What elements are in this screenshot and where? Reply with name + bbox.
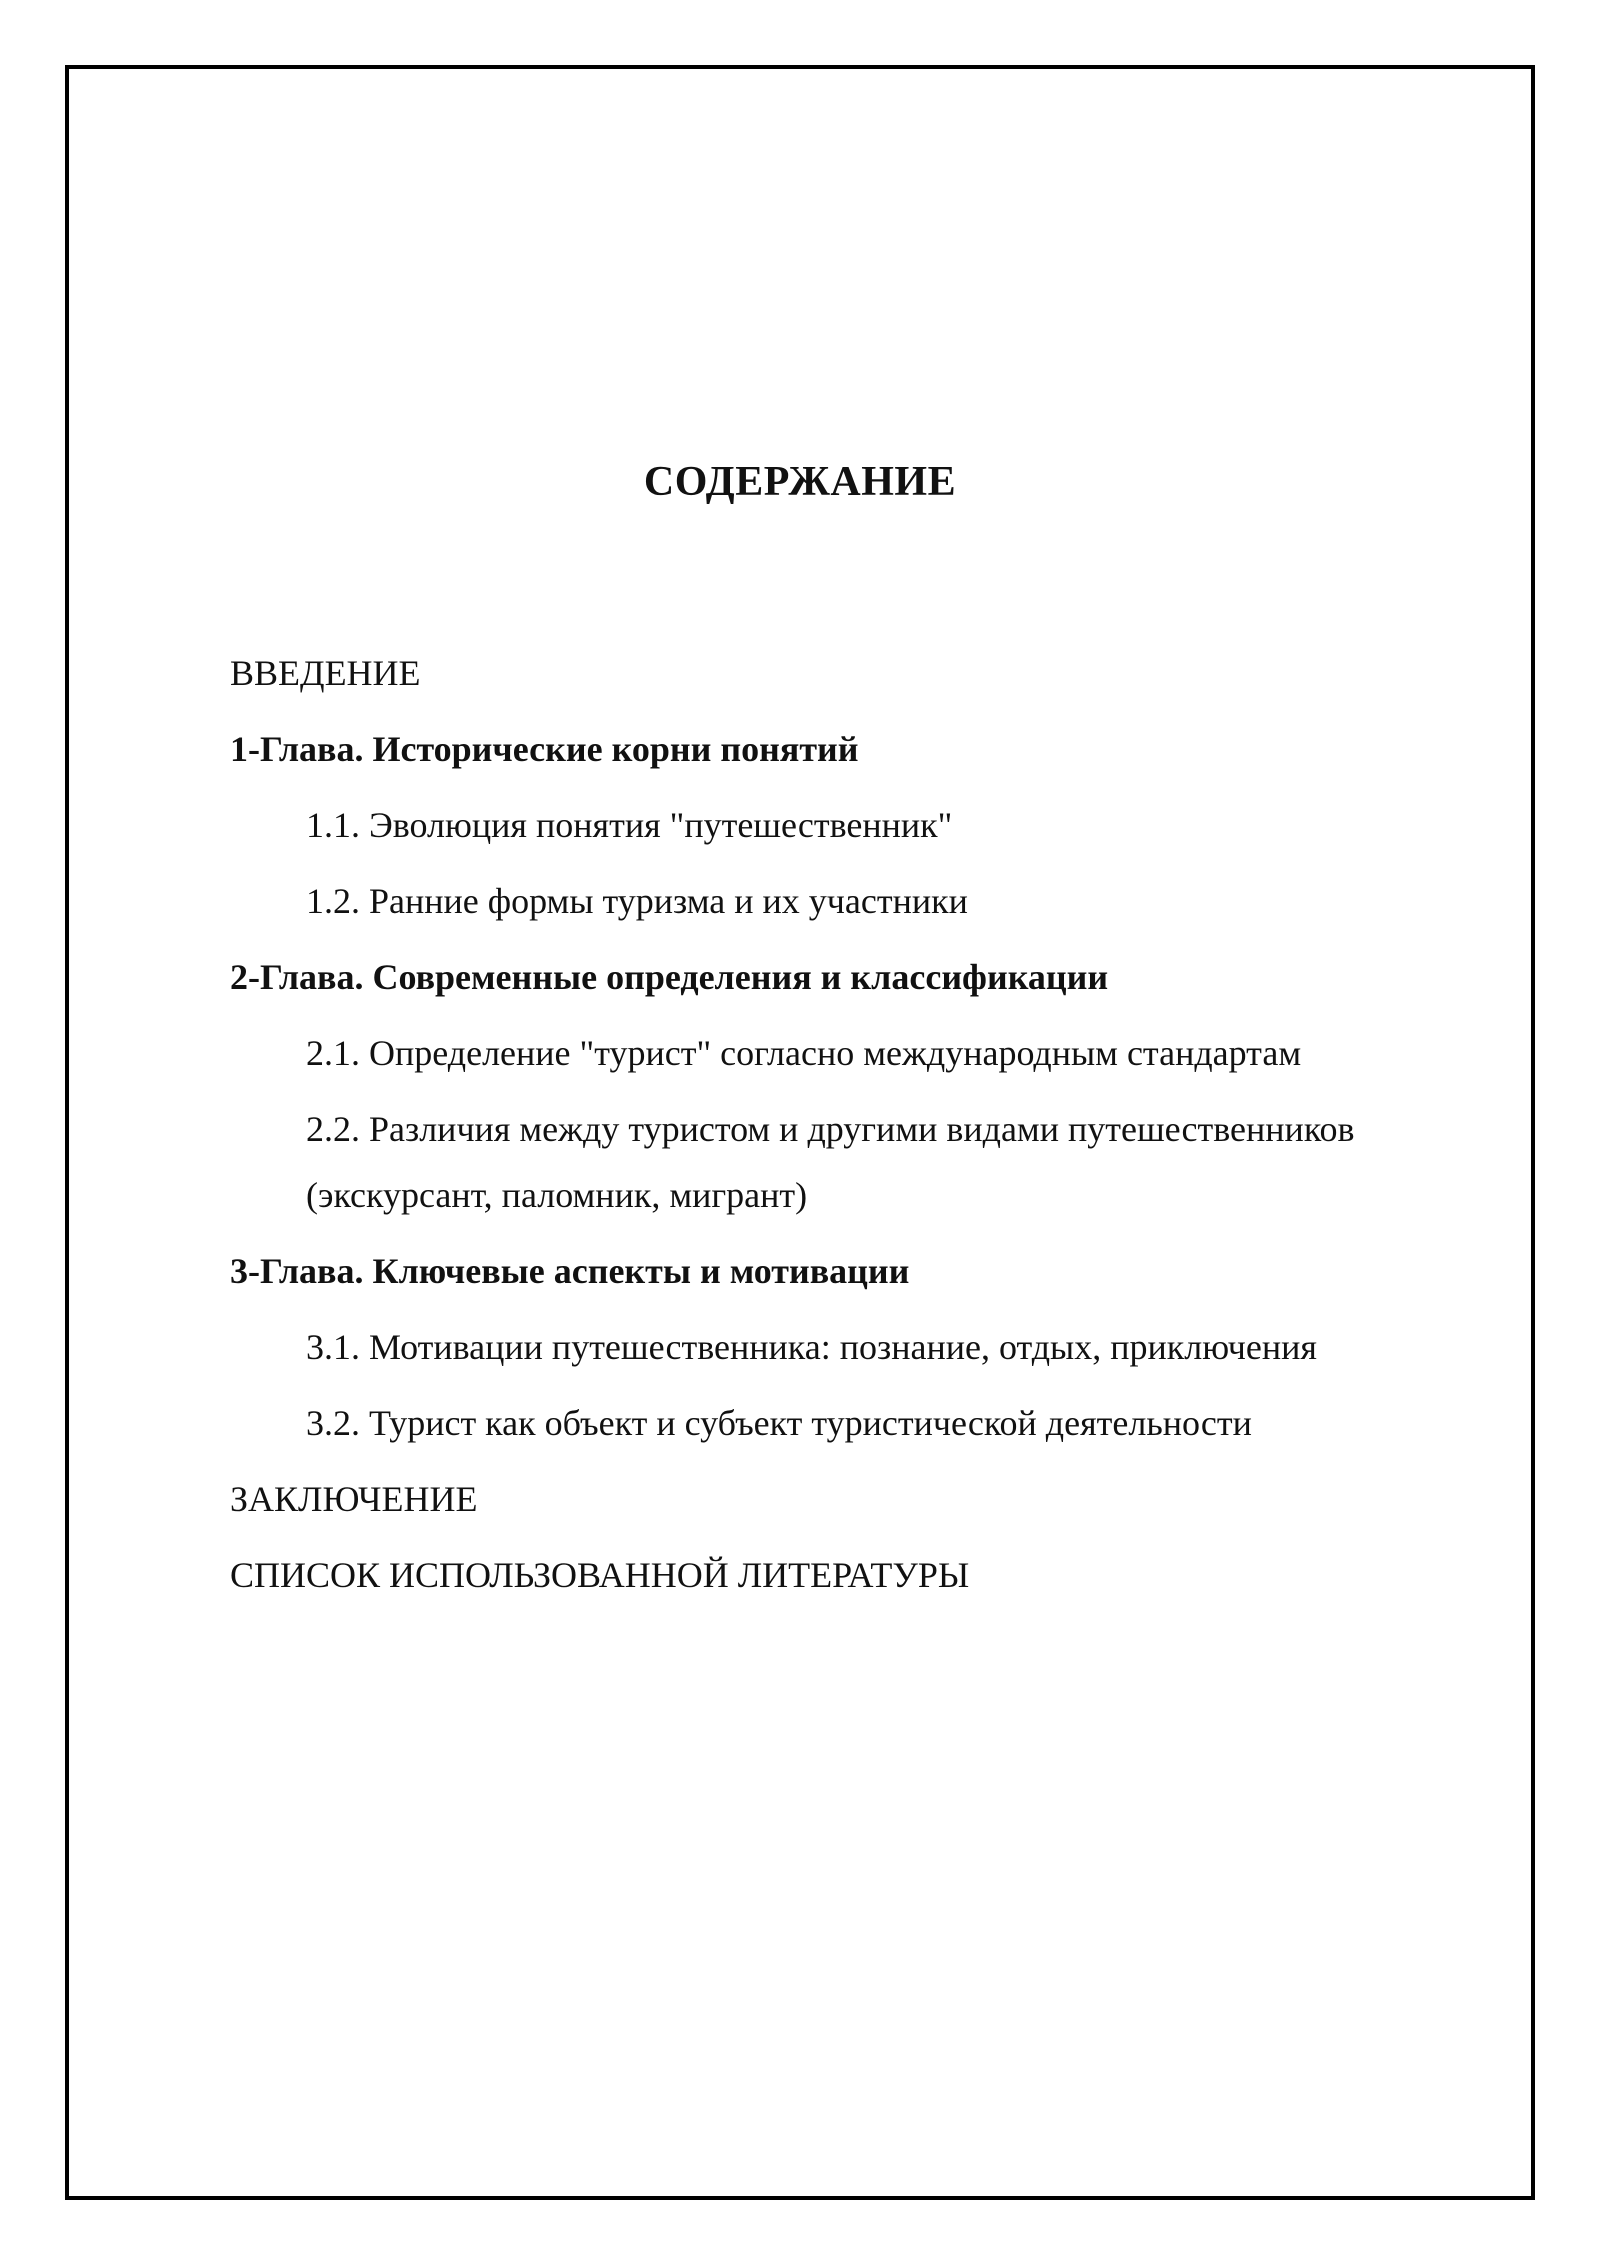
toc-entry-conclusion: ЗАКЛЮЧЕНИЕ — [230, 1479, 478, 1519]
toc-section-3-2: 3.2. Турист как объект и субъект туристической деятельности — [306, 1403, 1252, 1443]
toc-section-1-1: 1.1. Эволюция понятия "путешественник" — [306, 805, 953, 845]
toc-title: СОДЕРЖАНИЕ — [643, 459, 957, 505]
toc-entry-references: СПИСОК ИСПОЛЬЗОВАННОЙ ЛИТЕРАТУРЫ — [230, 1555, 970, 1595]
table-of-contents — [230, 640, 1440, 1618]
toc-chapter-2: 2-Глава. Современные определения и классификации — [230, 957, 1109, 997]
toc-section-3-1: 3.1. Мотивации путешественника: познание, отдых, приключения — [306, 1327, 1317, 1367]
toc-section-2-1: 2.1. Определение "турист" согласно международным стандартам — [306, 1033, 1302, 1073]
toc-entry-introduction: ВВЕДЕНИЕ — [230, 653, 421, 693]
toc-chapter-1: 1-Глава. Исторические корни понятий — [230, 729, 859, 769]
toc-section-1-2: 1.2. Ранние формы туризма и их участники — [306, 881, 968, 921]
toc-section-2-2: 2.2. Различия между туристом и другими видами путешественников (экскурсант, паломник, мигрант) — [306, 1109, 1355, 1215]
toc-chapter-3: 3-Глава. Ключевые аспекты и мотивации — [230, 1251, 910, 1291]
